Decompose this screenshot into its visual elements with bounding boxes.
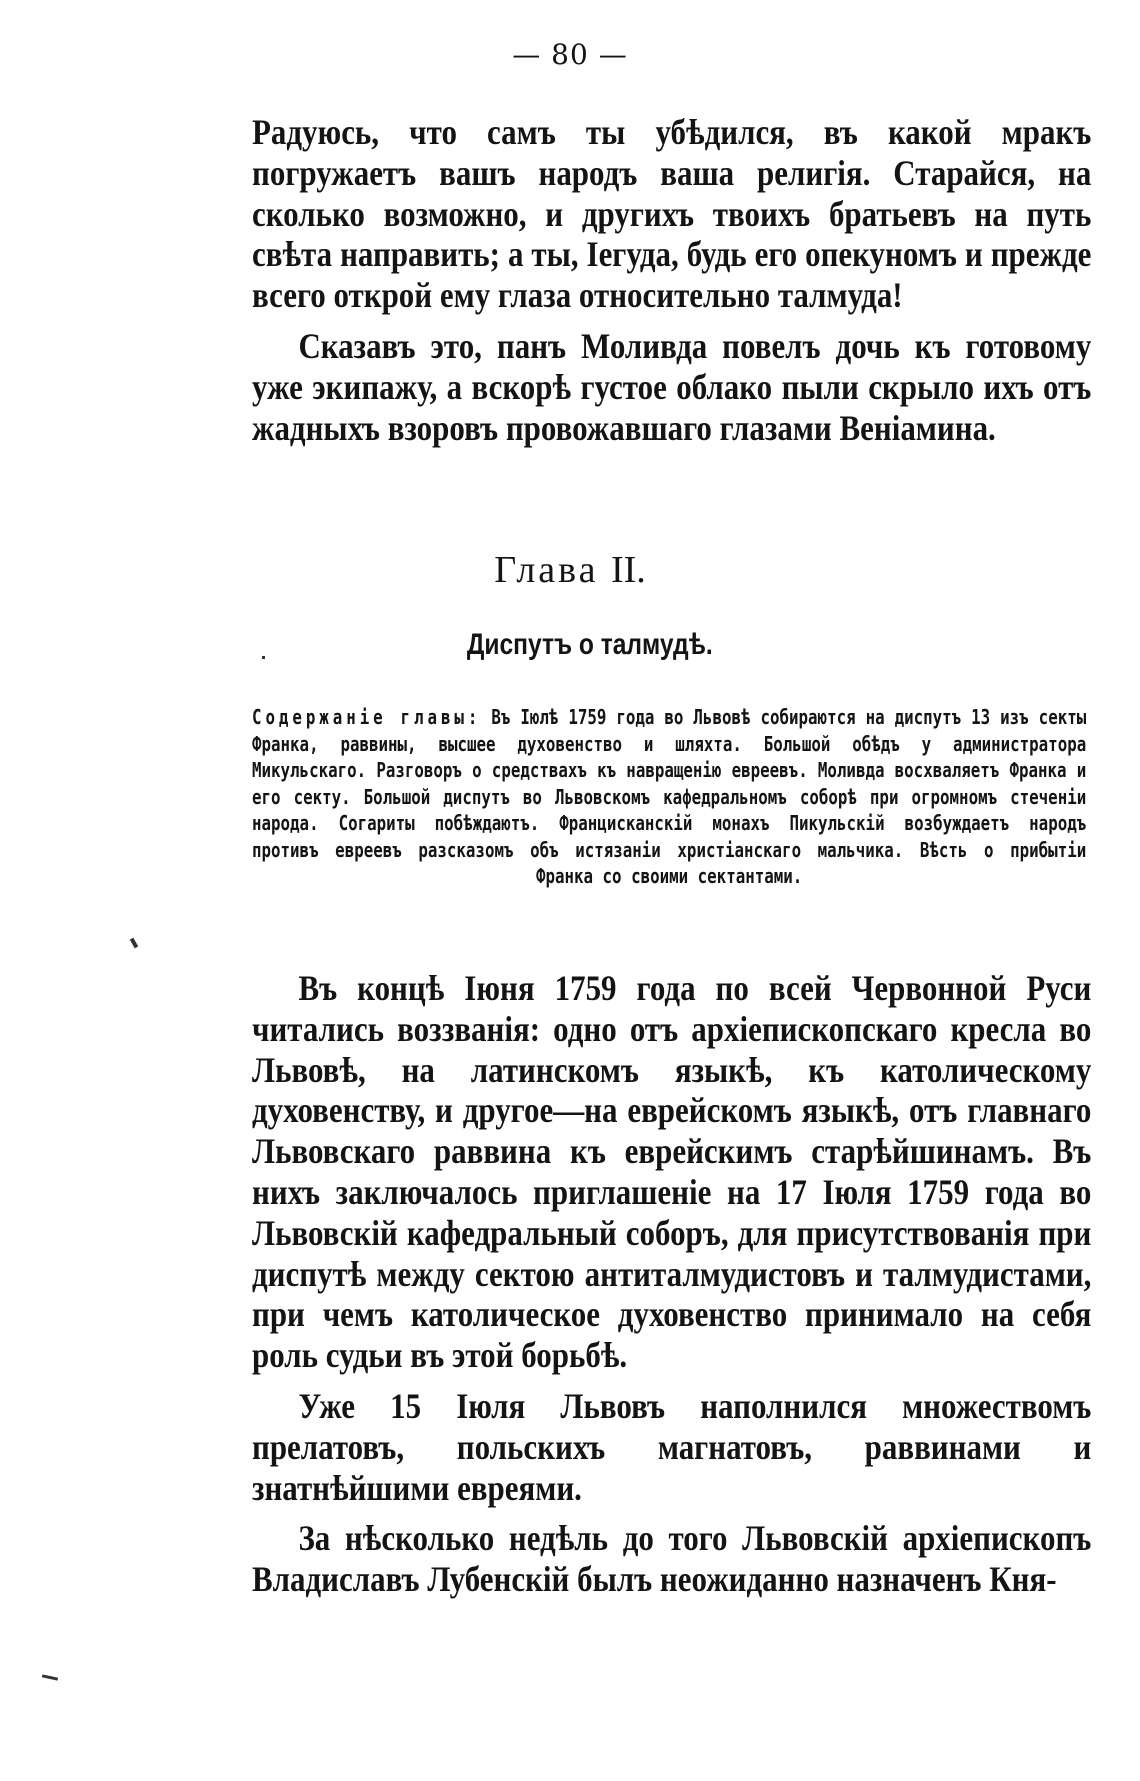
chapter-number: II. [610, 549, 646, 591]
chapter-heading [0, 548, 1140, 592]
summary-lead: Содержаніе главы: [252, 705, 482, 729]
scan-mark [42, 1674, 58, 1680]
chapter-title: Диспутъ о талмудѣ. [466, 628, 713, 661]
main-text-block [252, 968, 1091, 1600]
paragraph: Уже 15 Іюля Львовъ наполнился множествомъ прелатовъ, польскихъ магнатовъ, раввинами и знатнѣйшими евреями. [252, 1385, 1092, 1508]
paragraph: За нѣсколько недѣль до того Львовскій архіепископъ Владиславъ Лубенскій былъ неожиданно назначенъ Кня- [252, 1518, 1092, 1600]
summary-text: Въ Іюлѣ 1759 года во Львовѣ собираются на диспутъ 13 изъ секты Франка, раввины, высшее духовенство и шляхта. Большой обѣдъ у администратора Микульскаго. Разговоръ о средствахъ къ навращенію евреевъ. Моливда восхваляетъ Франка и его секту. Большой диспутъ во Львовскомъ кафедральномъ соборѣ при огромномъ стеченіи народа. Согариты побѣждаютъ. Францисканскій монахъ Пикульскій возбуждаетъ народъ противъ евреевъ разсказомъ объ истязаніи христіанскаго мальчика. Вѣсть о прибытіи Франка со своими сектантами. [252, 705, 1087, 888]
paragraph: Радуюсь, что самъ ты убѣдился, въ какой мракъ погружаетъ вашъ народъ ваша религія. Старайся, на сколько возможно, и другихъ твоихъ братьевъ на путь свѣта направить; а ты, Іегуда, будь его опекуномъ и прежде всего открой ему глаза относительно талмуда! [252, 112, 1092, 316]
page-number: — 80 — [512, 38, 628, 71]
chapter-summary [252, 704, 1086, 890]
chapter-label: Глава [494, 549, 599, 591]
scan-mark [130, 938, 138, 949]
scan-mark [262, 656, 265, 659]
paragraph: Сказавъ это, панъ Моливда повелъ дочь къ готовому уже экипажу, а вскорѣ густое облако пыли скрыло ихъ отъ жадныхъ взоровъ провожавшаго глазами Веніамина. [252, 325, 1092, 448]
top-text-block [252, 112, 1091, 448]
paragraph: Въ концѣ Іюня 1759 года по всей Червонной Руси читались воззванія: одно отъ архіепископскаго кресла во Львовѣ, на латинскомъ языкѣ, къ католическому духовенству, и другое—на еврейскомъ языкѣ, отъ главнаго Львовскаго раввина къ еврейскимъ старѣйшинамъ. Въ нихъ заключалось приглашеніе на 17 Іюля 1759 года во Львовскій кафедральный соборъ, для присутствованія при диспутѣ между сектою антиталмудистовъ и талмудистами, при чемъ католическое духовенство принимало на себя роль судьи въ этой борьбѣ. [252, 968, 1092, 1376]
